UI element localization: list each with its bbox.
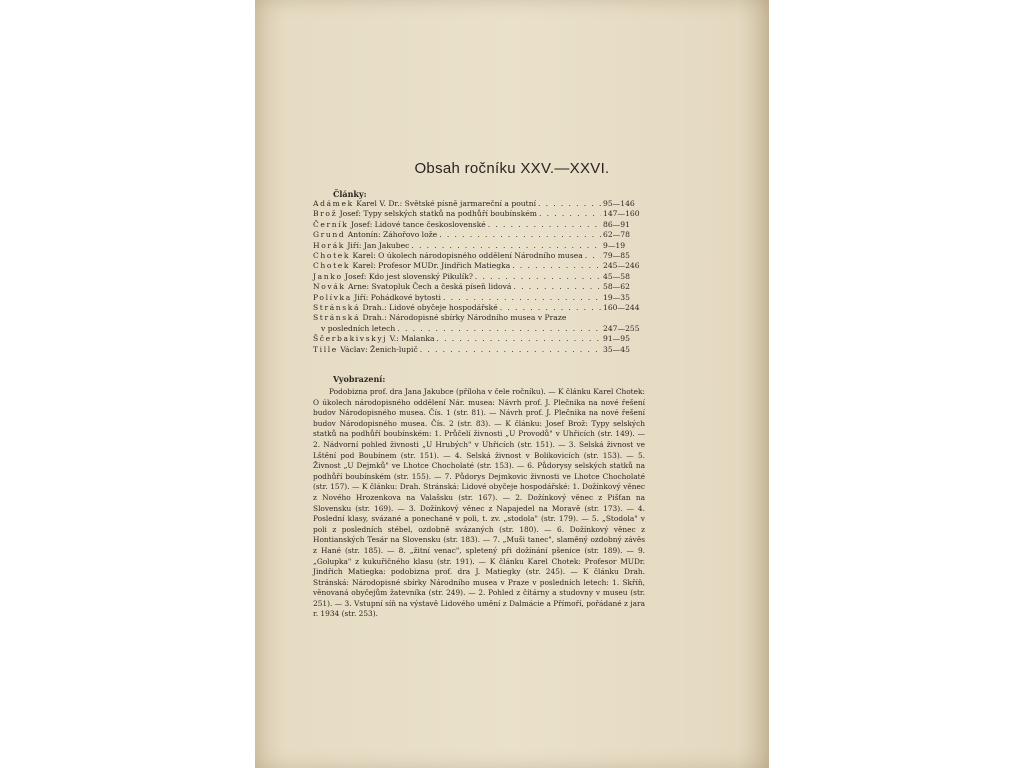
toc-pages: 9—19 [603, 240, 626, 250]
toc-row [313, 313, 643, 334]
toc-pages: 58—62 [603, 282, 630, 292]
toc-row [313, 199, 643, 209]
toc-pages: 91—95 [603, 334, 630, 344]
toc-author: Tille [313, 344, 338, 354]
toc-row [313, 241, 643, 251]
toc-row [313, 251, 643, 261]
toc-row [313, 272, 643, 282]
toc-pages: 35—45 [603, 344, 630, 354]
toc-pages: 86—91 [603, 219, 630, 229]
toc-pages: 79—85 [603, 251, 630, 261]
toc-pages: 147—160 [603, 209, 640, 219]
vyobrazeni-heading: Vyobrazení: [333, 374, 386, 384]
toc-row [313, 345, 643, 355]
toc-title: Josef: Lidové tance československé [348, 219, 486, 229]
toc-pages: 160—244 [603, 303, 640, 313]
toc-pages: 245—246 [603, 261, 640, 271]
toc-pages: 95—146 [603, 199, 635, 208]
clanky-heading: Články: [333, 189, 367, 199]
toc-title: Karel V. Dr.: Světské písně jarmareční a poutní [353, 199, 537, 208]
toc-author: Novák [313, 282, 346, 292]
toc-author: Brož [313, 209, 338, 219]
toc-row [313, 261, 643, 271]
toc-author: Horák [313, 240, 345, 250]
toc-author: Janko [313, 271, 343, 281]
toc-row [313, 220, 643, 230]
toc-author: Grund [313, 230, 346, 240]
document-page [255, 0, 769, 768]
toc-title: Antonín: Záhořovo lože [345, 230, 438, 240]
toc-row [313, 303, 643, 313]
toc-author: Stránská [313, 303, 361, 313]
toc-row [313, 282, 643, 292]
illustrations-paragraph: Podobizna prof. dra Jana Jakubce (příloha v čele ročníku). — K článku Karel Chotek: O úkolech národopisného oddělení Nár. musea: Návrh prof. J. Plečnika na nové řešení budov Národopisného musea. Čís. 1 (str. 81). — Návrh prof. J. Plečnika na nové řešení budov Národopisného musea. Čís. 2 (str. 83). — K článku: Josef Brož: Typy selských statků na podhůří boubínském: 1. Průčelí živnosti „U Provodů" v Uhřicích (str. 149). — 2. Nádvorní pohled živnosti „U Hrubých" v Uhřicích (str. 151). — 3. Selská živnost ve Lštění pod Boubínem (str. 151). — 4. Selská živnost v Bolikovicích (str. 153). — 5. Živnost „U Dejmků" ve Lhotce Chocholaté (str. 153). — 6. Půdorysy selských statků na podhůří boubínském (str. 155). — 7. Půdorys Dejmkovic živnosti ve Lhotce Chocholaté (str. 157). — K článku: Drah. Stránská: Lidové obyčeje hospodářské: 1. Dožínkový věnec z Nového Hrozenkova na Valašsku (str. 167). — 2. Dožínkový věnec z Pišťan na Slovensku (str. 169). — 3. Dožínkový věnec z Napajedel na Moravě (str. 173). — 4. Poslední klasy, svázané a ponechané v poli, t. zv. „stodola" (str. 179). — 5. „Stodola" v poli z posledních stébel, ozdobně svázaných (str. 180). — 6. Dožínkový věnec z Hontianských Tesár na Slovensku (str. 183). — 7. „Muši tanec", slaměný ozdobný závěs z Hané (str. 185). — 8. „žitní venac", spletený při dožínání pšenice (str. 189). — 9. „Golupka" z kukuřičného klasu (str. 191). — K článku Karel Chotek: Profesor MUDr. Jindřich Matiegka: podobizna prof. dra J. Matiegky (str. 245). — K článku Drah. Stránská: Národopisné sbírky Národního musea v Praze v posledních letech: 1. Skříň, věnovaná obyčejům žatevníka (str. 249). — 2. Pohled z čítárny a studovny v museu (str. 251). — 3. Vstupní síň na výstavě Lidového umění z Dalmácie a Přímoří, pořádané z jara r. 1934 (str. 253). [313, 387, 645, 619]
toc-author: Polívka [313, 292, 352, 302]
toc-pages: 62—78 [603, 230, 630, 240]
toc-title: Karel: O úkolech národopisného oddělení Národního musea [350, 251, 583, 261]
toc-title: Karel: Profesor MUDr. Jindřich Matiegka [350, 261, 511, 271]
toc-author: Chotek [313, 261, 351, 271]
toc-author: Stránská [313, 313, 361, 323]
toc-title: V.: Malanka [387, 334, 435, 344]
toc-title: Drah.: Lidové obyčeje hospodářské [360, 303, 498, 313]
toc-row [313, 293, 643, 303]
toc-pages: 247—255 [603, 323, 640, 333]
toc-author: Chotek [313, 251, 351, 261]
toc-title: Jiří: Jan Jakubec [344, 240, 410, 250]
toc-row [313, 334, 643, 344]
toc-author: Černík [313, 219, 349, 229]
page-title: Obsah ročníku XXV.—XXVI. [414, 160, 610, 177]
toc-pages: 45—58 [603, 271, 630, 281]
toc-row [313, 209, 643, 219]
table-of-contents [313, 199, 643, 355]
toc-author: Adámek [313, 199, 354, 208]
toc-pages: 19—35 [603, 292, 630, 302]
toc-title: Arne: Svatopluk Čech a česká píseň lidová [345, 282, 512, 292]
toc-title: Jiří: Pohádkové bytosti [351, 292, 441, 302]
toc-row [313, 230, 643, 240]
toc-title: Josef: Typy selských statků na podhůří boubínském [337, 209, 537, 219]
toc-title: Drah.: Národopisné sbírky Národního musea v Praze [360, 313, 567, 323]
toc-title: Václav: Ženich-lupič [337, 344, 418, 354]
toc-author: Ščerbakivskyj [313, 334, 388, 344]
toc-title: Josef: Kdo jest slovenský Pikulík? [342, 271, 473, 281]
toc-title-continued: v posledních letech [321, 323, 396, 333]
